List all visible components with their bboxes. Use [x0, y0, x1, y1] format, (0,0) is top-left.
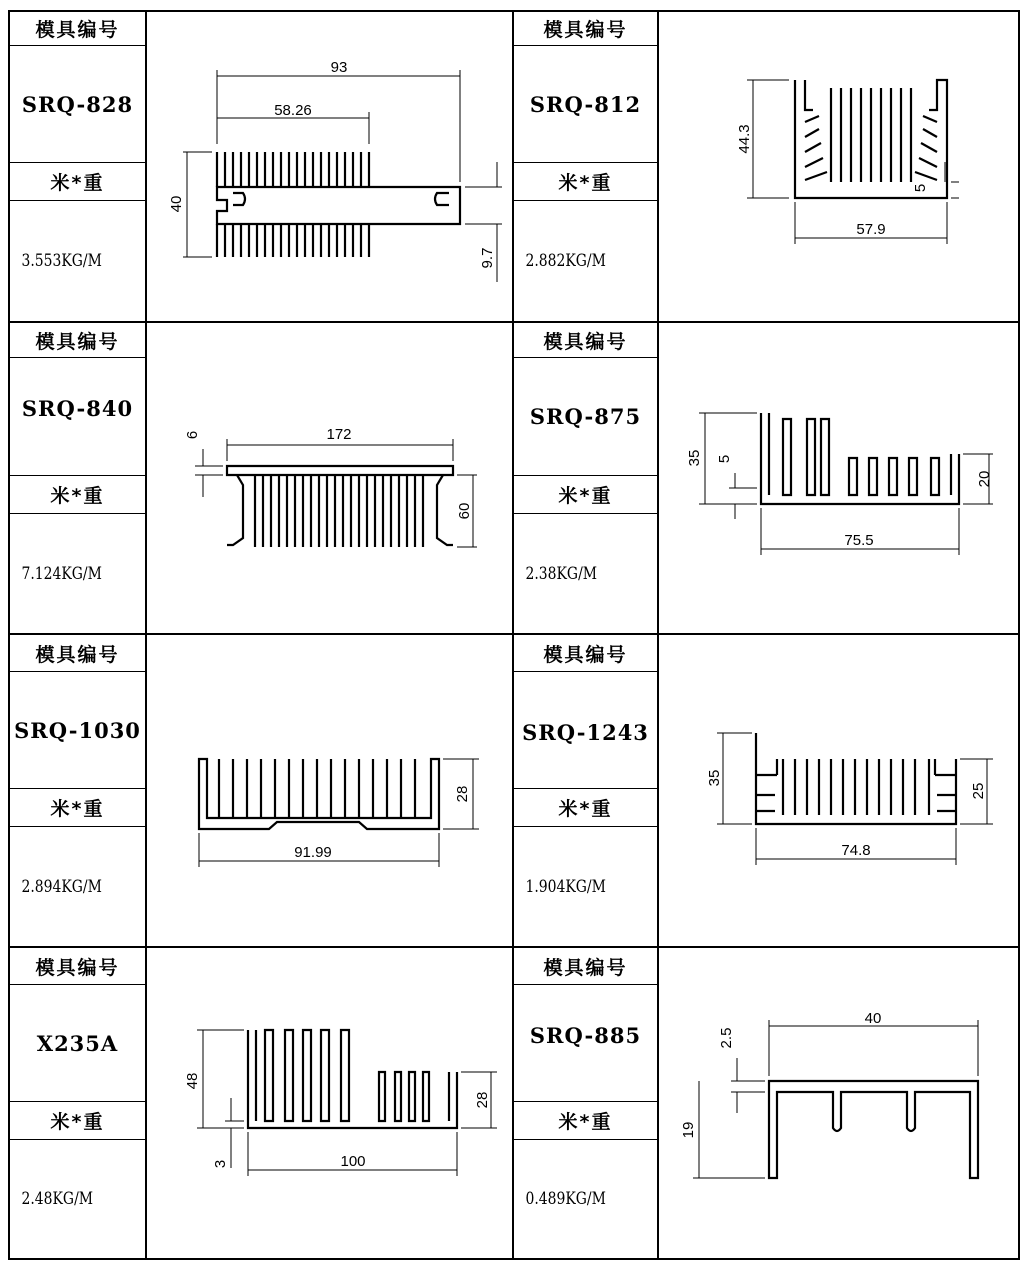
weight-value: 2.48KG/M [21, 1189, 94, 1209]
dim-height: 35 [686, 449, 703, 467]
profile-drawing-srq-1243 [659, 635, 1020, 946]
dim-base: 5 [716, 454, 733, 464]
product-code: SRQ-1243 [522, 720, 649, 745]
heatsink-profile [199, 759, 439, 829]
heatsink-profile [248, 1030, 457, 1128]
profile-drawing-srq-1030 [147, 635, 512, 946]
dim-short-fin: 28 [474, 1091, 491, 1109]
mold-number-label: 模具编号 [35, 330, 120, 353]
product-code: SRQ-828 [21, 91, 134, 117]
mold-number-label: 模具编号 [543, 643, 628, 666]
dim-plate: 2.5 [718, 1027, 735, 1049]
product-code: SRQ-812 [529, 91, 642, 117]
product-code: SRQ-875 [529, 404, 642, 429]
heatsink-profile [217, 152, 460, 257]
heatsink-profile [756, 733, 956, 824]
dim-height: 35 [706, 769, 723, 787]
dim-height: 28 [454, 785, 471, 803]
dim-width: 100 [340, 1153, 366, 1170]
weight-per-meter-label: 米*重 [558, 798, 613, 820]
dim-height: 48 [184, 1072, 201, 1090]
dim-short-fin: 25 [970, 782, 987, 800]
product-code: SRQ-885 [529, 1023, 642, 1048]
dim-width: 93 [330, 59, 348, 76]
dim-short-fin: 20 [976, 470, 993, 488]
weight-value: 1.904KG/M [525, 876, 606, 897]
profile-drawing-srq-840 [147, 323, 512, 633]
mold-number-label: 模具编号 [35, 19, 120, 41]
mold-number-label: 模具编号 [543, 956, 628, 979]
dimension-lines [693, 1020, 978, 1178]
dimension-lines [183, 70, 502, 282]
dim-height: 19 [680, 1121, 697, 1139]
dim-width: 172 [326, 426, 352, 443]
weight-per-meter-label: 米*重 [558, 1111, 613, 1133]
weight-value: 3.553KG/M [21, 251, 102, 271]
weight-per-meter-label: 米*重 [50, 798, 105, 820]
heatsink-profile [761, 413, 959, 504]
weight-value: 2.38KG/M [525, 563, 598, 584]
profile-drawing-x235a [147, 948, 512, 1258]
profile-drawing-srq-828 [147, 12, 512, 321]
mold-number-label: 模具编号 [35, 643, 120, 666]
weight-per-meter-label: 米*重 [50, 172, 105, 194]
weight-per-meter-label: 米*重 [558, 485, 613, 507]
weight-value: 7.124KG/M [21, 563, 102, 584]
dim-height: 44.3 [736, 124, 753, 154]
dimension-lines [199, 759, 479, 867]
profile-drawing-srq-885 [659, 948, 1020, 1258]
weight-per-meter-label: 米*重 [50, 1111, 105, 1133]
weight-value: 2.894KG/M [21, 876, 102, 897]
product-code: X235A [36, 1030, 119, 1056]
dim-lip: 9.7 [479, 247, 496, 269]
dim-plate: 6 [184, 430, 201, 440]
heatsink-profile [795, 80, 947, 198]
mold-number-label: 模具编号 [543, 19, 628, 41]
product-code: SRQ-840 [21, 396, 134, 421]
dim-width: 40 [864, 1010, 882, 1027]
profile-drawing-srq-812 [659, 12, 1020, 321]
mold-number-label: 模具编号 [35, 956, 120, 979]
dim-height: 40 [168, 195, 185, 213]
dim-base: 5 [912, 183, 929, 193]
weight-value: 2.882KG/M [525, 251, 606, 271]
weight-value: 0.489KG/M [525, 1189, 606, 1209]
dim-width: 74.8 [841, 842, 871, 859]
mold-number-label: 模具编号 [543, 330, 628, 353]
dim-base: 3 [212, 1159, 229, 1169]
dim-width: 75.5 [844, 532, 874, 549]
weight-per-meter-label: 米*重 [558, 172, 613, 194]
dim-inner-width: 58.26 [274, 102, 312, 119]
dim-width: 91.99 [294, 844, 332, 861]
dim-height: 60 [456, 502, 473, 520]
heatsink-profile [227, 466, 453, 547]
weight-per-meter-label: 米*重 [50, 485, 105, 507]
profile-drawing-srq-875 [659, 323, 1020, 633]
product-code: SRQ-1030 [14, 717, 141, 743]
heatsink-profile [769, 1081, 978, 1178]
dim-width: 57.9 [856, 221, 886, 238]
